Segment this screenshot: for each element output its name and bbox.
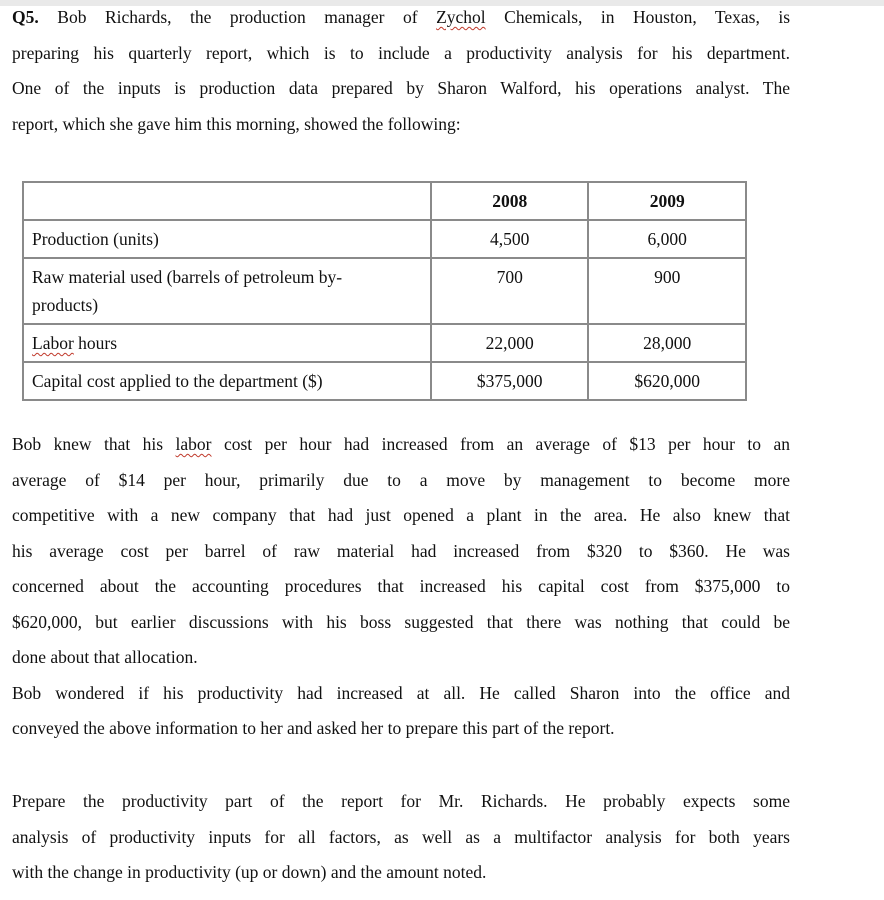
body3-line-2: analysis of productivity inputs for all factors, as well as a multifactor analysis for both years — [12, 826, 790, 847]
intro-line-2: preparing his quarterly report, which is to include a productivity analysis for his department. — [12, 42, 790, 63]
intro-line-4: report, which she gave him this morning, showed the following: — [12, 113, 461, 134]
row-label: Raw material used (barrels of petroleum by- products) — [23, 258, 431, 324]
value-2008: $375,000 — [431, 362, 589, 400]
row-label: Production (units) — [23, 220, 431, 258]
body1-line-2: average of $14 per hour, primarily due to a move by management to become more — [12, 469, 790, 490]
intro-line-1: Q5. Bob Richards, the production manager of Zychol Chemicals, in Houston, Texas, is — [12, 7, 791, 27]
question-intro — [12, 0, 790, 142]
value-2008: 4,500 — [431, 220, 589, 258]
production-data-table — [22, 181, 747, 401]
body1-line-6: $620,000, but earlier discussions with his boss suggested that there was nothing that could be — [12, 611, 790, 632]
intro-line-3: One of the inputs is production data prepared by Sharon Walford, his operations analyst. The — [12, 78, 790, 98]
header-cell-2008: 2008 — [431, 182, 589, 220]
value-2009: 900 — [588, 258, 746, 324]
body3-line-1: Prepare the productivity part of the report for Mr. Richards. He probably expects some — [12, 791, 790, 811]
body2-line-1: Bob wondered if his productivity had increased at all. He called Sharon into the office and — [12, 682, 790, 703]
header-cell-blank — [23, 182, 431, 220]
question-label: Q5. — [12, 7, 39, 27]
body1-line-5: concerned about the accounting procedures that increased his capital cost from $375,000 to — [12, 576, 790, 596]
value-2008: 22,000 — [431, 324, 589, 362]
body1-line-7: done about that allocation. — [12, 647, 198, 667]
table-row — [23, 258, 746, 324]
table-row — [23, 220, 746, 258]
body1-line-3: competitive with a new company that had just opened a plant in the area. He also knew that — [12, 505, 790, 525]
table-row — [23, 324, 746, 362]
row-label: Labor hours — [23, 324, 431, 362]
paragraph-task — [12, 784, 790, 891]
table-header-row — [23, 182, 746, 220]
table-row — [23, 362, 746, 400]
value-2008: 700 — [431, 258, 589, 324]
body1-line-4: his average cost per barrel of raw material had increased from $320 to $360. He was — [12, 540, 790, 561]
value-2009: $620,000 — [588, 362, 746, 400]
row-label: Capital cost applied to the department ($) — [23, 362, 431, 400]
paragraph-costs — [12, 427, 790, 747]
body1-line-1: Bob knew that his labor cost per hour had increased from an average of $13 per hour to an — [12, 434, 791, 454]
body3-line-3: with the change in productivity (up or down) and the amount noted. — [12, 862, 487, 882]
body2-line-2: conveyed the above information to her and asked her to prepare this part of the report. — [12, 718, 615, 738]
value-2009: 28,000 — [588, 324, 746, 362]
header-cell-2009: 2009 — [588, 182, 746, 220]
company-name: Zychol — [436, 7, 486, 27]
value-2009: 6,000 — [588, 220, 746, 258]
